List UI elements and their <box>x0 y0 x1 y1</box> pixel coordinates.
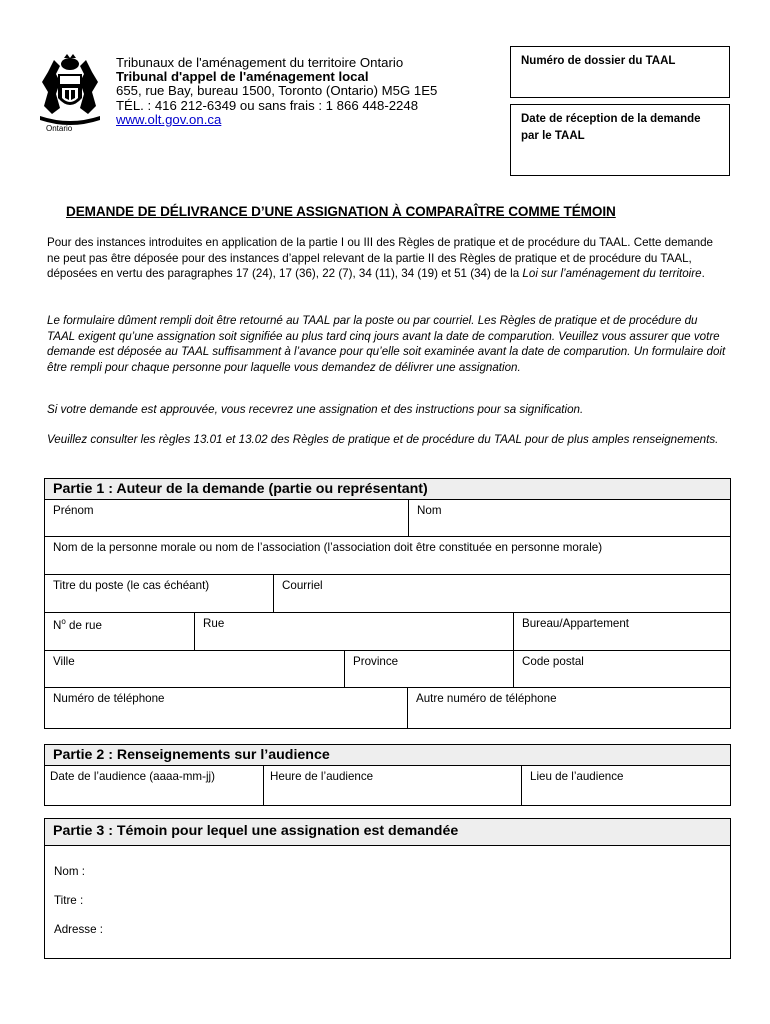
part2-heading: Partie 2 : Renseignements sur l’audience <box>45 745 730 766</box>
hearing-time-label: Heure de l’audience <box>270 770 374 783</box>
org-name: Tribunaux de l'aménagement du territoire Ontario <box>116 55 404 70</box>
job-title-label: Titre du poste (le cas échéant) <box>53 579 210 592</box>
logo-caption: Ontario <box>46 124 73 133</box>
witness-title-field[interactable] <box>45 894 83 907</box>
part1-row-name <box>45 500 730 537</box>
phone-field[interactable] <box>45 688 407 728</box>
witness-title-label: Titre : <box>54 894 84 907</box>
postal-code-label: Code postal <box>522 655 584 668</box>
hearing-date-field[interactable] <box>45 766 263 805</box>
phone-label: Numéro de téléphone <box>53 692 165 705</box>
part2-row <box>45 766 730 805</box>
province-label: Province <box>353 655 399 668</box>
hearing-date-label: Date de l’audience (aaaa-mm-jj) <box>50 770 215 783</box>
email-field[interactable] <box>273 575 730 612</box>
intro-act-name: Loi sur l’aménagement du territoire <box>522 267 702 281</box>
hearing-place-label: Lieu de l’audience <box>530 770 624 783</box>
city-field[interactable] <box>45 651 344 687</box>
rules-reference: Veuillez consulter les règles 13.01 et 13.02 des Règles de pratique et de procédure du TAAL pour de plus amples renseignements. <box>47 433 719 446</box>
first-name-field[interactable] <box>45 500 408 536</box>
part1-heading: Partie 1 : Auteur de la demande (partie ou représentant) <box>45 479 730 500</box>
organization-field[interactable] <box>45 537 730 574</box>
witness-address-label: Adresse : <box>54 923 103 936</box>
witness-name-label: Nom : <box>54 865 85 878</box>
street-field[interactable] <box>194 613 513 650</box>
file-number-box[interactable] <box>510 46 730 98</box>
date-received-label-1: Date de réception de la demande <box>521 113 701 125</box>
website-link[interactable]: www.olt.gov.on.ca <box>116 111 222 127</box>
city-label: Ville <box>53 655 75 668</box>
province-field[interactable] <box>344 651 513 687</box>
date-received-box[interactable] <box>510 104 730 176</box>
part1-section <box>44 478 731 729</box>
intro-end: . <box>701 267 705 281</box>
part1-row-title <box>45 575 730 613</box>
part3-heading: Partie 3 : Témoin pour lequel une assignation est demandée <box>45 819 730 846</box>
form-title: DEMANDE DE DÉLIVRANCE D’UNE ASSIGNATION À COMPARAÎTRE COMME TÉMOIN <box>66 204 616 219</box>
postal-code-field[interactable] <box>513 651 730 687</box>
alt-phone-field[interactable] <box>407 688 730 728</box>
last-name-label: Nom <box>417 504 442 517</box>
unit-field[interactable] <box>513 613 730 650</box>
street-number-field[interactable] <box>45 613 194 650</box>
email-label: Courriel <box>282 579 323 592</box>
submission-instructions: Le formulaire dûment rempli doit être retourné au TAAL par la poste ou par courriel. Les Règles de pratique et de procédure du TAAL exigent qu’une assignation soit signifiée au plus tard cinq jours avant la date de comparution. Veuillez vous assurer que votre demande est déposée au TAAL suffisamment à l’avance pour qu’elle soit examinée avant la date de comparution. Un formulaire doit être rempli pour chaque personne pour laquelle vous demandez de délivrer une assignation. <box>47 314 726 374</box>
organization-label: Nom de la personne morale ou nom de l’association (l’association doit être constituée en personne morale) <box>53 541 603 554</box>
part1-row-city <box>45 651 730 688</box>
date-received-label-2: par le TAAL <box>521 130 585 142</box>
street-label: Rue <box>203 617 225 630</box>
part1-row-phone <box>45 688 730 728</box>
first-name-label: Prénom <box>53 504 94 517</box>
hearing-place-field[interactable] <box>521 766 730 805</box>
part3-section <box>44 818 731 959</box>
tribunal-name: Tribunal d'appel de l'aménagement local <box>116 69 369 85</box>
file-number-label: Numéro de dossier du TAAL <box>521 55 676 67</box>
witness-address-field[interactable] <box>45 923 103 936</box>
approval-note: Si votre demande est approuvée, vous recevrez une assignation et des instructions pour sa signification. <box>47 403 584 416</box>
job-title-field[interactable] <box>45 575 273 612</box>
alt-phone-label: Autre numéro de téléphone <box>416 692 557 705</box>
part1-row-street <box>45 613 730 651</box>
street-number-label: $N^o$ de rue <box>53 617 102 632</box>
unit-label: Bureau/Appartement <box>522 617 629 630</box>
hearing-time-field[interactable] <box>263 766 521 805</box>
organization-header <box>116 56 437 127</box>
last-name-field[interactable] <box>408 500 730 536</box>
org-phone: TÉL. : 416 212-6349 ou sans frais : 1 866 448-2248 <box>116 97 419 113</box>
intro-text: Pour des instances introduites en application de la partie I ou III des Règles de pratique et de procédure du TAAL. Cette demande ne peut pas être déposée pour des instances d’appel relevant de la partie II des Règles de pratique et de procédure du TAAL, déposées en vertu des paragraphes 17 (24), 17 (36), 22 (7), 34 (11), 34 (19) et 51 (34) de la <box>47 236 713 281</box>
org-address: 655, rue Bay, bureau 1500, Toronto (Ontario) M5G 1E5 <box>116 83 438 99</box>
part1-row-org <box>45 537 730 575</box>
part2-section <box>44 744 731 806</box>
witness-name-field[interactable] <box>45 865 85 878</box>
intro-paragraph <box>47 235 727 282</box>
